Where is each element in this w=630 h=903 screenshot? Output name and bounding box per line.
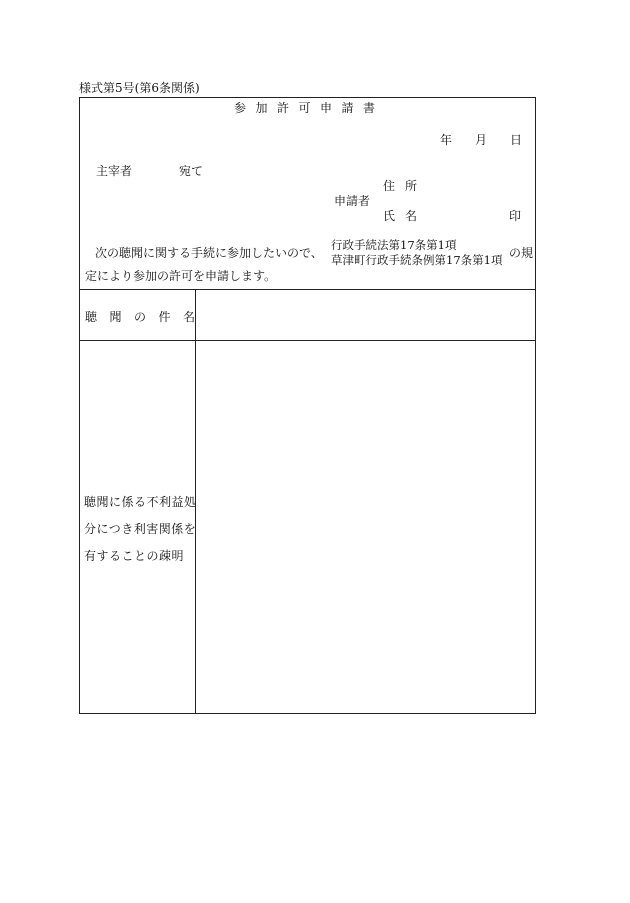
- interest-label-line-2: 分につき利害関係を: [84, 522, 197, 536]
- law-reference-1: 行政手続法第17条第1項: [331, 238, 457, 252]
- addressee-suffix: 宛て: [179, 164, 204, 178]
- interest-label-line-3: 有することの疎明: [84, 549, 185, 563]
- law-reference-2: 草津町行政手続条例第17条第1項: [331, 253, 503, 267]
- interest-label-line-1: 聴聞に係る不利益処: [84, 495, 197, 509]
- addressee-name: 主宰者: [96, 164, 133, 178]
- form-number: 様式第5号(第6条関係): [79, 81, 200, 95]
- date-day-label: 日: [510, 133, 523, 147]
- name-label: 氏名: [383, 209, 428, 223]
- address-label: 住所: [383, 179, 428, 193]
- applicant-label: 申請者: [334, 194, 371, 208]
- seal-label: 印: [509, 209, 522, 223]
- document-title: 参加許可申請書: [234, 101, 385, 115]
- body-text-line-2: 定により参加の許可を申請します。: [85, 269, 277, 283]
- date-year-label: 年: [440, 133, 453, 147]
- hearing-title-field[interactable]: [196, 290, 535, 340]
- hearing-title-label: 聴聞の件名: [85, 310, 208, 324]
- body-text-line-1: 次の聴聞に関する手続に参加したいので、: [95, 246, 323, 260]
- date-month-label: 月: [475, 133, 488, 147]
- provision-suffix: の規: [509, 246, 534, 260]
- interest-explanation-field[interactable]: [196, 341, 535, 713]
